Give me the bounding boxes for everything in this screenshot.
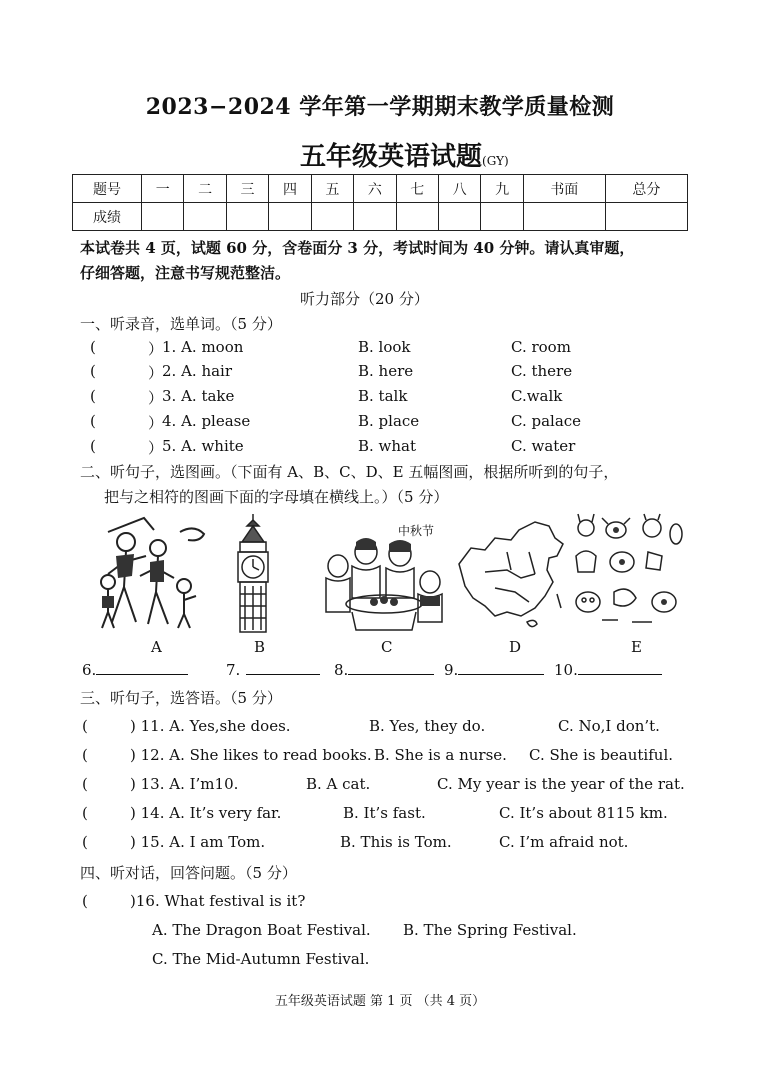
table-cell: 二 [184,175,226,203]
notice-line: 本试卷共 4 页，试题 60 分，含卷面分 3 分，考试时间为 40 分钟。请认真审题， [80,239,635,257]
section1-title: 一、听录音，选单词。（5 分） [80,315,282,333]
option-c: C. The Mid-Autumn Festival. [152,950,370,968]
option-c: C. She is beautiful. [529,746,674,764]
table-cell: 四 [269,175,311,203]
table-cell: 九 [481,175,523,203]
option-a: 5. A. white [162,437,244,455]
option-b: B. what [358,437,417,455]
score-input-cell[interactable] [354,203,396,231]
answer-paren[interactable]: ( [90,338,96,356]
option-c: C. I’m afraid not. [499,833,629,851]
option-a: 3. A. take [162,387,235,405]
option-c: C.walk [511,387,563,405]
option-c: C. room [511,338,571,356]
picture-letter-b: B [254,638,266,656]
score-input-cell[interactable] [142,203,184,231]
blank-line[interactable] [458,660,544,675]
subtitle-tag: (GY) [482,154,509,168]
option-a: ) 11. A. Yes,she does. [130,717,291,735]
exam-subtitle [300,136,509,173]
answer-paren[interactable]: ( [82,717,88,735]
answer-blank-9[interactable] [444,660,544,679]
blank-number: 6. [82,661,97,679]
answer-paren[interactable]: ( [82,833,88,851]
table-cell: 五 [311,175,353,203]
page-footer: 五年级英语试题 第 1 页 （共 4 页） [274,994,486,1009]
exam-notice [80,236,700,286]
blank-number: 10. [554,661,578,679]
table-cell: 六 [354,175,396,203]
answer-paren[interactable]: ( [90,412,96,430]
question-16: )16. What festival is it? [130,892,306,910]
option-b: B. place [358,412,420,430]
score-input-cell[interactable] [481,203,523,231]
answer-paren-close: ） [148,364,164,382]
answer-blank-6[interactable] [82,660,188,679]
answer-blank-8[interactable] [334,660,434,679]
table-cell: 成绩 [73,203,142,231]
score-input-cell[interactable] [311,203,353,231]
answer-paren[interactable]: ( [90,437,96,455]
option-a: A. The Dragon Boat Festival. [152,921,371,939]
table-cell: 三 [226,175,268,203]
exam-title: 2023−2024 学年第一学期期末教学质量检测 [145,94,615,120]
notice-line: 仔细答题，注意书写规范整洁。 [80,264,291,282]
answer-paren[interactable]: ( [82,775,88,793]
answer-paren-close: ） [148,389,164,407]
answer-paren-close: ） [148,340,164,358]
score-input-cell[interactable] [269,203,311,231]
score-input-cell[interactable] [226,203,268,231]
option-b: B. here [358,362,414,380]
table-cell: 一 [142,175,184,203]
option-c: C. water [511,437,576,455]
picture-e-zodiac-animals-illustration [572,512,684,634]
picture-letter-a: A [151,638,162,656]
picture-b-big-ben-illustration [230,512,276,634]
option-c: C. palace [511,412,582,430]
option-a: ) 14. A. It’s very far. [130,804,282,822]
score-table-header-row [73,175,688,203]
picture-d-china-map-illustration [455,512,567,634]
option-c: C. there [511,362,573,380]
blank-number: 8. [334,661,349,679]
table-cell: 七 [396,175,438,203]
section4-title: 四、听对话，回答问题。（5 分） [80,864,297,882]
table-cell: 书面 [523,175,605,203]
subtitle-text: 五年级英语试题 [300,142,483,172]
score-table-score-row [73,203,688,231]
score-input-cell[interactable] [438,203,480,231]
answer-paren[interactable]: ( [90,387,96,405]
score-input-cell[interactable] [396,203,438,231]
section3-title: 三、听句子，选答语。（5 分） [80,689,282,707]
score-input-cell[interactable] [523,203,605,231]
table-cell: 八 [438,175,480,203]
blank-number: 7. [226,661,241,679]
option-b: B. A cat. [306,775,371,793]
picture-a-travel-illustration [88,512,208,634]
option-a: ) 15. A. I am Tom. [130,833,266,851]
option-b: B. She is a nurse. [374,746,507,764]
score-input-cell[interactable] [184,203,226,231]
option-a: 1. A. moon [162,338,244,356]
answer-paren-close: ） [148,414,164,432]
answer-blank-7[interactable] [226,660,320,679]
option-b: B. talk [358,387,408,405]
table-cell: 总分 [605,175,687,203]
option-c: C. My year is the year of the rat. [437,775,685,793]
option-b: B. This is Tom. [340,833,452,851]
answer-blank-10[interactable] [554,660,662,679]
option-a: ) 12. A. She likes to read books. [130,746,372,764]
blank-line[interactable] [578,660,662,675]
score-input-cell[interactable] [605,203,687,231]
blank-line[interactable] [96,660,188,675]
option-b: B. It’s fast. [343,804,426,822]
option-b: B. Yes, they do. [369,717,486,735]
table-cell: 题号 [73,175,142,203]
picture-letter-e: E [631,638,642,656]
score-table [72,174,688,231]
picture-letter-d: D [509,638,522,656]
answer-paren[interactable]: ( [82,804,88,822]
answer-paren[interactable]: ( [82,892,88,910]
section2-title: 二、听句子，选图画。（下面有 A、B、C、D、E 五幅图画，根据所听到的句子， [80,463,619,481]
option-a: ) 13. A. I’m10. [130,775,239,793]
answer-paren[interactable]: ( [82,746,88,764]
answer-paren[interactable]: ( [90,362,96,380]
answer-paren-close: ） [148,439,164,457]
festival-sign: 中秋节 [398,524,435,538]
option-a: 2. A. hair [162,362,233,380]
listening-header: 听力部分（20 分） [300,290,429,308]
section2-title-cont: 把与之相符的图画下面的字母填在横线上。）（5 分） [104,488,449,506]
option-c: C. It’s about 8115 km. [499,804,668,822]
option-a: 4. A. please [162,412,251,430]
option-b: B. look [358,338,411,356]
option-c: C. No,I don’t. [558,717,660,735]
option-b: B. The Spring Festival. [403,921,577,939]
blank-number: 9. [444,661,459,679]
picture-letter-c: C [381,638,393,656]
blank-line[interactable] [348,660,434,675]
blank-line[interactable] [246,660,320,675]
